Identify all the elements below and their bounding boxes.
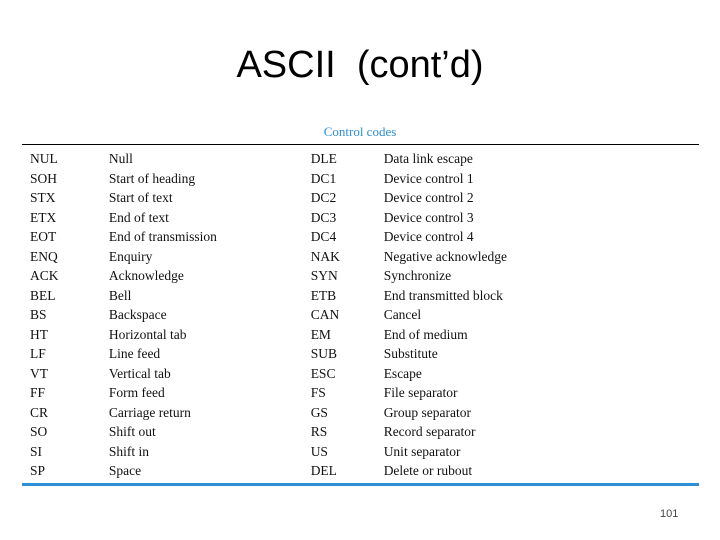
table-row bbox=[22, 266, 582, 286]
control-code-name: Synchronize bbox=[383, 268, 452, 283]
table-caption: Control codes bbox=[323, 124, 397, 139]
control-code-name: File separator bbox=[383, 385, 458, 400]
control-code: EM bbox=[310, 326, 331, 342]
control-code-name: Device control 4 bbox=[383, 229, 474, 244]
table-row bbox=[22, 188, 582, 208]
table-row bbox=[22, 461, 582, 481]
control-code: STX bbox=[30, 190, 56, 205]
control-code: DC3 bbox=[310, 209, 337, 225]
control-code-name: Space bbox=[108, 463, 142, 478]
control-code: NUL bbox=[30, 151, 58, 166]
control-code: HT bbox=[30, 326, 48, 342]
table-row bbox=[22, 364, 582, 384]
control-code-name: Null bbox=[108, 151, 133, 166]
table-top-rule bbox=[22, 144, 699, 145]
control-code-name: Horizontal tab bbox=[108, 326, 187, 342]
control-code-name: Device control 2 bbox=[383, 190, 474, 205]
control-code-name: Start of heading bbox=[108, 170, 196, 186]
control-code: ESC bbox=[310, 365, 336, 381]
control-code-name: Escape bbox=[383, 365, 422, 381]
table-row bbox=[22, 227, 582, 247]
control-code: EOT bbox=[30, 229, 57, 244]
control-code: VT bbox=[30, 365, 48, 381]
control-code: DC1 bbox=[310, 170, 337, 186]
control-code-name: End transmitted block bbox=[383, 287, 503, 303]
control-code-name: End of medium bbox=[383, 326, 468, 342]
control-code-name: Shift in bbox=[108, 443, 149, 459]
control-code: BS bbox=[30, 307, 47, 322]
control-code-name: Enquiry bbox=[108, 248, 153, 264]
control-code-name: Bell bbox=[108, 287, 132, 303]
control-code-name: Substitute bbox=[383, 346, 438, 361]
table-bottom-rule bbox=[22, 483, 699, 486]
control-code-name: Carriage return bbox=[108, 404, 191, 420]
table-row bbox=[22, 325, 582, 345]
control-code: RS bbox=[310, 424, 328, 439]
control-code-name: End of text bbox=[108, 209, 169, 225]
control-code-name: End of transmission bbox=[108, 229, 217, 244]
control-code-name: Device control 1 bbox=[383, 170, 474, 186]
control-code-name: Delete or rubout bbox=[383, 463, 473, 478]
table-row bbox=[22, 403, 582, 423]
control-code: ETB bbox=[310, 287, 337, 303]
control-code: SI bbox=[30, 443, 43, 459]
control-code: GS bbox=[310, 404, 328, 420]
control-code: BEL bbox=[30, 287, 56, 303]
control-code-name: Form feed bbox=[108, 385, 165, 400]
control-code: SUB bbox=[310, 346, 337, 361]
control-code: DC4 bbox=[310, 229, 337, 244]
control-code-name: Backspace bbox=[108, 307, 167, 322]
control-code-name: Vertical tab bbox=[108, 365, 171, 381]
control-code-name: Line feed bbox=[108, 346, 161, 361]
control-code-name: Cancel bbox=[383, 307, 422, 322]
control-code-name: Acknowledge bbox=[108, 268, 184, 283]
control-code: FS bbox=[310, 385, 326, 400]
control-code: ETX bbox=[30, 209, 57, 225]
control-code-name: Group separator bbox=[383, 404, 472, 420]
control-code: CR bbox=[30, 404, 49, 420]
table-row bbox=[22, 208, 582, 228]
control-code: CAN bbox=[310, 307, 340, 322]
table-row bbox=[22, 442, 582, 462]
control-code-name: Data link escape bbox=[383, 151, 473, 166]
control-code: SOH bbox=[30, 170, 58, 186]
control-code: SYN bbox=[310, 268, 338, 283]
table-row bbox=[22, 383, 582, 403]
control-code-name: Record separator bbox=[383, 424, 476, 439]
table-row bbox=[22, 247, 582, 267]
page-number: 101 bbox=[660, 508, 679, 520]
control-code: ENQ bbox=[30, 248, 58, 264]
slide-title: ASCII (cont’d) bbox=[236, 44, 484, 86]
control-code: FF bbox=[30, 385, 46, 400]
control-code: NAK bbox=[310, 248, 340, 264]
table-row bbox=[22, 305, 582, 325]
control-code: LF bbox=[30, 346, 46, 361]
table-row bbox=[22, 169, 582, 189]
table-row bbox=[22, 149, 582, 169]
control-code-name: Device control 3 bbox=[383, 209, 474, 225]
control-code: DC2 bbox=[310, 190, 337, 205]
control-code: ACK bbox=[30, 268, 59, 283]
table-row bbox=[22, 422, 582, 442]
control-code: DLE bbox=[310, 151, 337, 166]
control-code-name: Negative acknowledge bbox=[383, 248, 508, 264]
control-code-name: Start of text bbox=[108, 190, 173, 205]
control-code: SO bbox=[30, 424, 48, 439]
table-body bbox=[22, 149, 582, 481]
control-codes-table bbox=[22, 149, 582, 481]
table-row bbox=[22, 286, 582, 306]
table-row bbox=[22, 344, 582, 364]
control-code: SP bbox=[30, 463, 46, 478]
control-code-name: Shift out bbox=[108, 424, 156, 439]
control-code: US bbox=[310, 443, 328, 459]
control-code-name: Unit separator bbox=[383, 443, 461, 459]
control-code: DEL bbox=[310, 463, 337, 478]
